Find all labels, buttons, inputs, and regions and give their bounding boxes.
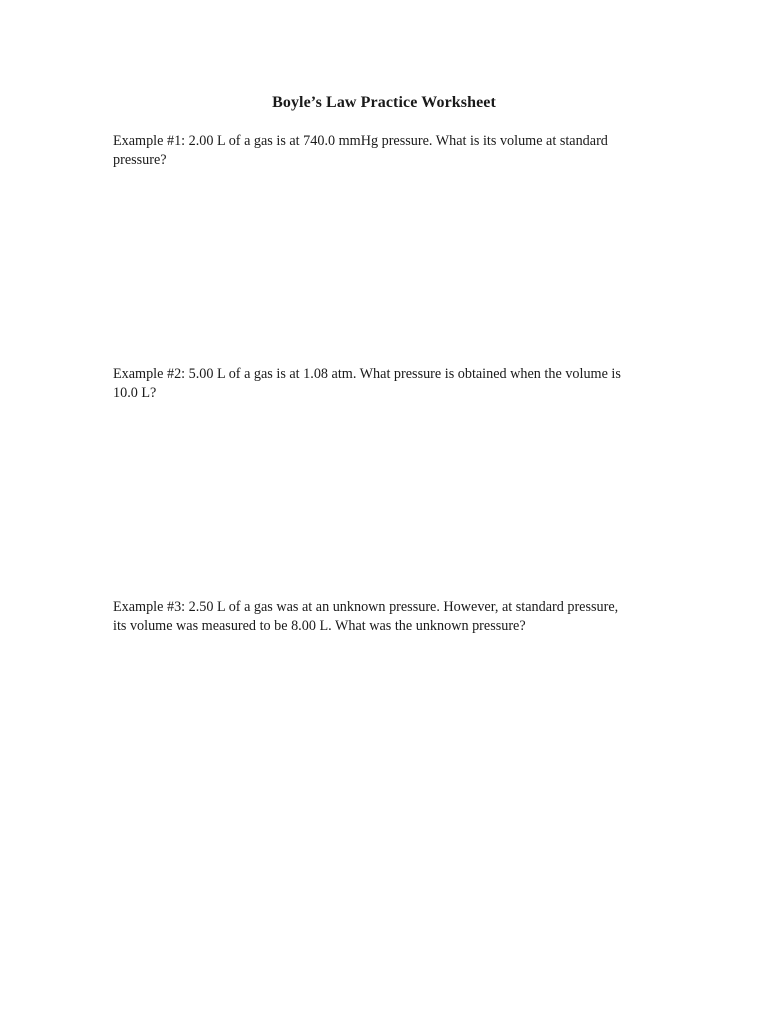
example-3-question: Example #3: 2.50 L of a gas was at an unknown pressure. However, at standard pressure, its volume was measured to be 8.00 L. What was the unknown pressure? (113, 599, 619, 634)
example-2-question: Example #2: 5.00 L of a gas is at 1.08 atm. What pressure is obtained when the volume is 10.0 L? (113, 366, 621, 401)
example-1-question: Example #1: 2.00 L of a gas is at 740.0 mmHg pressure. What is its volume at standard pressure? (113, 133, 608, 168)
worksheet-title: Boyle’s Law Practice Worksheet (272, 94, 496, 111)
